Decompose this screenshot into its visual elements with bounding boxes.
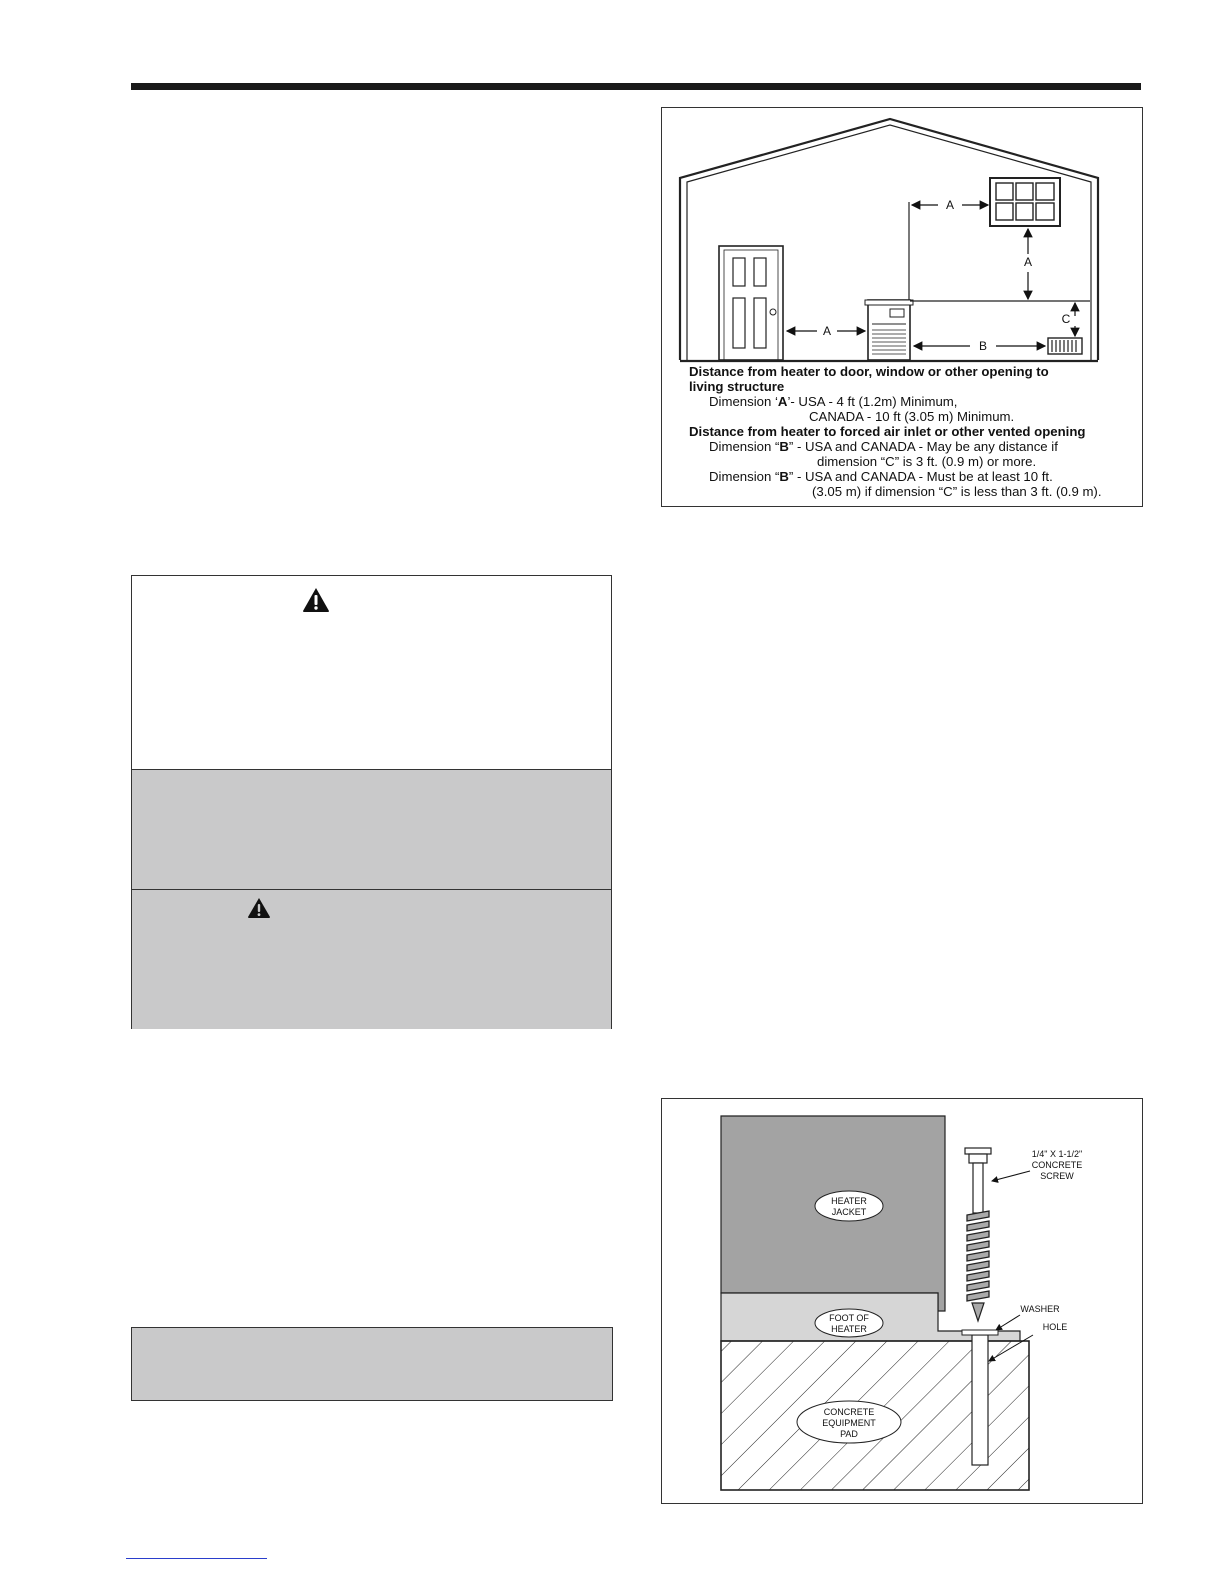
screw-label-1: 1/4" X 1-1/2" <box>1031 1149 1083 1159</box>
caption-dim-b1-cont: dimension “C” is 3 ft. (0.9 m) or more. <box>817 454 1037 469</box>
washer-label: WASHER <box>1020 1304 1060 1314</box>
header-rule <box>131 83 1141 90</box>
pad-label-3: PAD <box>840 1429 858 1439</box>
dim-b-label: B <box>978 339 988 353</box>
dim-a-label-top: A <box>945 198 955 212</box>
foot-of-heater-label-1: FOOT OF <box>829 1313 869 1323</box>
caption-dim-a-canada: CANADA - 10 ft (3.05 m) Minimum. <box>809 409 1015 424</box>
anchoring-figure <box>661 1098 1143 1504</box>
heater-jacket-label-1: HEATER <box>831 1196 867 1206</box>
pad-label-1: CONCRETE <box>823 1407 875 1417</box>
dim-a-label-door: A <box>822 324 832 338</box>
heater-jacket-label-2: JACKET <box>831 1207 867 1217</box>
caption-dim-b2: Dimension “B” - USA and CANADA - Must be at least 10 ft. <box>709 469 1053 484</box>
caution-triangle-icon <box>247 897 271 919</box>
caption-line-2: living structure <box>689 379 785 394</box>
clearance-figure <box>661 107 1143 507</box>
dim-c-label: C <box>1061 312 1071 326</box>
anchoring-diagram <box>662 1099 1144 1505</box>
screw-label-3: SCREW <box>1040 1171 1074 1181</box>
caption-dim-a: Dimension ‘A’- USA - 4 ft (1.2m) Minimum, <box>709 394 958 409</box>
foot-of-heater-label-2: HEATER <box>831 1324 867 1334</box>
air-vent-icon <box>1048 338 1082 354</box>
door-icon <box>719 246 783 360</box>
warning-triangle-icon <box>302 587 330 613</box>
caption-line-1: Distance from heater to door, window or other opening to <box>689 364 1049 379</box>
concrete-screw-icon <box>965 1148 991 1321</box>
dim-a-label-window: A <box>1023 255 1033 269</box>
pad-label-2: EQUIPMENT <box>822 1418 876 1428</box>
note-box-shaded <box>131 1327 613 1401</box>
caption-line-3: Distance from heater to forced air inlet or other vented opening <box>689 424 1086 439</box>
warning-box <box>131 575 612 1029</box>
window-icon <box>990 178 1060 226</box>
caption-dim-b1: Dimension “B” - USA and CANADA - May be any distance if <box>709 439 1058 454</box>
notice-section-shaded <box>132 770 611 890</box>
heater-icon <box>865 300 913 360</box>
screw-label-2: CONCRETE <box>1031 1160 1083 1170</box>
caption-dim-b2-cont: (3.05 m) if dimension “C” is less than 3 ft. (0.9 m). <box>812 484 1102 499</box>
caution-section-shaded <box>132 890 611 1029</box>
footer-link-underline <box>126 1558 267 1559</box>
warning-section <box>132 576 611 770</box>
hole-label: HOLE <box>1042 1322 1068 1332</box>
